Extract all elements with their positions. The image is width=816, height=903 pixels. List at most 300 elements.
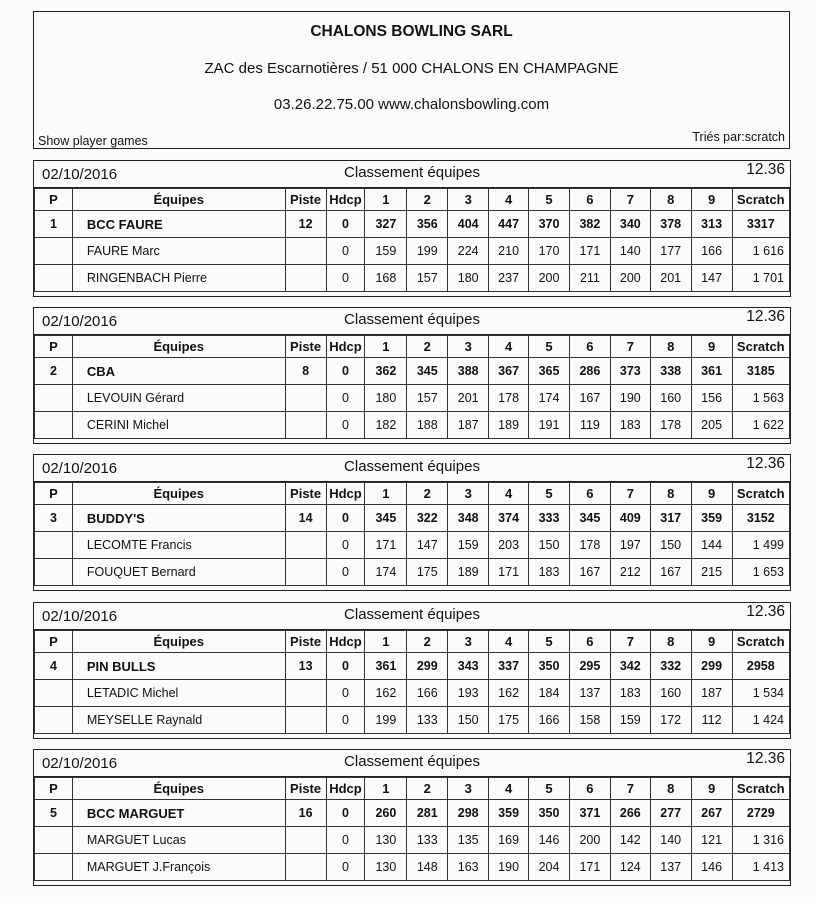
empty-cell xyxy=(285,854,326,881)
table-header-row xyxy=(35,631,790,653)
column-header: 1 xyxy=(365,336,407,358)
team-game-score: 286 xyxy=(569,358,610,385)
player-game-score: 142 xyxy=(610,827,650,854)
team-game-score: 361 xyxy=(691,358,732,385)
team-game-score: 361 xyxy=(365,653,407,680)
column-header: Piste xyxy=(285,778,326,800)
player-game-score: 162 xyxy=(365,680,407,707)
player-game-score: 201 xyxy=(650,265,691,292)
player-game-score: 205 xyxy=(691,412,732,439)
column-header: P xyxy=(35,336,73,358)
player-game-score: 157 xyxy=(407,385,448,412)
team-game-score: 277 xyxy=(650,800,691,827)
empty-cell xyxy=(35,559,73,586)
player-game-score: 169 xyxy=(489,827,529,854)
team-row xyxy=(35,358,790,385)
team-scratch-total: 3317 xyxy=(732,211,789,238)
team-game-score: 313 xyxy=(691,211,732,238)
column-header: Équipes xyxy=(72,483,285,505)
team-row xyxy=(35,800,790,827)
player-game-score: 178 xyxy=(650,412,691,439)
column-header: Scratch xyxy=(732,189,789,211)
team-game-score: 338 xyxy=(650,358,691,385)
column-header: 3 xyxy=(448,336,489,358)
team-standing-block xyxy=(33,454,791,591)
block-date: 02/10/2016 xyxy=(42,608,118,625)
player-game-score: 178 xyxy=(569,532,610,559)
player-game-score: 183 xyxy=(610,680,650,707)
team-row xyxy=(35,505,790,532)
table-header-row xyxy=(35,483,790,505)
player-row xyxy=(35,854,790,881)
team-handicap: 0 xyxy=(326,653,365,680)
player-game-score: 224 xyxy=(448,238,489,265)
column-header: Piste xyxy=(285,189,326,211)
column-header: P xyxy=(35,189,73,211)
team-game-score: 342 xyxy=(610,653,650,680)
column-header: 9 xyxy=(691,778,732,800)
team-game-score: 374 xyxy=(489,505,529,532)
team-lane: 13 xyxy=(285,653,326,680)
team-handicap: 0 xyxy=(326,358,365,385)
column-header: 7 xyxy=(610,778,650,800)
team-game-score: 267 xyxy=(691,800,732,827)
team-scratch-total: 2958 xyxy=(732,653,789,680)
player-name: MEYSELLE Raynald xyxy=(72,707,285,734)
player-game-score: 189 xyxy=(448,559,489,586)
player-game-score: 167 xyxy=(569,559,610,586)
company-address: ZAC des Escarnotières / 51 000 CHALONS EN CHAMPAGNE xyxy=(204,60,619,77)
team-game-score: 322 xyxy=(407,505,448,532)
player-game-score: 211 xyxy=(569,265,610,292)
player-game-score: 199 xyxy=(407,238,448,265)
block-title: Classement équipes xyxy=(344,753,480,770)
team-standing-block xyxy=(33,749,791,886)
column-header: 2 xyxy=(407,631,448,653)
player-game-score: 191 xyxy=(529,412,570,439)
player-handicap: 0 xyxy=(326,265,365,292)
team-handicap: 0 xyxy=(326,211,365,238)
empty-cell xyxy=(285,385,326,412)
column-header: Équipes xyxy=(72,631,285,653)
empty-cell xyxy=(285,827,326,854)
team-handicap: 0 xyxy=(326,800,365,827)
player-row xyxy=(35,238,790,265)
player-game-score: 140 xyxy=(610,238,650,265)
empty-cell xyxy=(35,680,73,707)
column-header: 5 xyxy=(529,336,570,358)
player-game-score: 144 xyxy=(691,532,732,559)
column-header: Piste xyxy=(285,631,326,653)
column-header: Équipes xyxy=(72,189,285,211)
player-game-score: 147 xyxy=(407,532,448,559)
block-time: 12.36 xyxy=(746,750,785,767)
column-header: 3 xyxy=(448,778,489,800)
column-header: Scratch xyxy=(732,778,789,800)
player-game-score: 171 xyxy=(365,532,407,559)
player-game-score: 180 xyxy=(365,385,407,412)
block-title-bar xyxy=(34,603,790,630)
team-name: PIN BULLS xyxy=(72,653,285,680)
player-name: LETADIC Michel xyxy=(72,680,285,707)
column-header: 4 xyxy=(489,631,529,653)
column-header: Hdcp xyxy=(326,483,365,505)
player-name: LEVOUIN Gérard xyxy=(72,385,285,412)
team-game-score: 447 xyxy=(489,211,529,238)
column-header: 4 xyxy=(489,778,529,800)
team-game-score: 348 xyxy=(448,505,489,532)
team-scratch-total: 3152 xyxy=(732,505,789,532)
empty-cell xyxy=(285,707,326,734)
player-row xyxy=(35,265,790,292)
column-header: 1 xyxy=(365,631,407,653)
column-header: 1 xyxy=(365,483,407,505)
table-header-row xyxy=(35,778,790,800)
player-game-score: 159 xyxy=(610,707,650,734)
team-scratch-total: 2729 xyxy=(732,800,789,827)
player-game-score: 119 xyxy=(569,412,610,439)
player-scratch-total: 1 424 xyxy=(732,707,789,734)
player-handicap: 0 xyxy=(326,707,365,734)
team-game-score: 362 xyxy=(365,358,407,385)
player-game-score: 146 xyxy=(529,827,570,854)
player-scratch-total: 1 534 xyxy=(732,680,789,707)
standings-table xyxy=(34,482,790,586)
player-scratch-total: 1 499 xyxy=(732,532,789,559)
team-row xyxy=(35,211,790,238)
player-game-score: 150 xyxy=(448,707,489,734)
company-name: CHALONS BOWLING SARL xyxy=(310,23,513,40)
team-game-score: 350 xyxy=(529,800,570,827)
empty-cell xyxy=(285,680,326,707)
team-game-score: 327 xyxy=(365,211,407,238)
team-game-score: 281 xyxy=(407,800,448,827)
column-header: 8 xyxy=(650,189,691,211)
column-header: Hdcp xyxy=(326,336,365,358)
report-header xyxy=(33,11,790,149)
empty-cell xyxy=(35,827,73,854)
player-game-score: 175 xyxy=(407,559,448,586)
player-game-score: 167 xyxy=(650,559,691,586)
team-lane: 12 xyxy=(285,211,326,238)
team-name: BCC MARGUET xyxy=(72,800,285,827)
player-game-score: 210 xyxy=(489,238,529,265)
column-header: 5 xyxy=(529,778,570,800)
player-game-score: 189 xyxy=(489,412,529,439)
player-row xyxy=(35,532,790,559)
player-game-score: 160 xyxy=(650,385,691,412)
team-game-score: 295 xyxy=(569,653,610,680)
player-handicap: 0 xyxy=(326,854,365,881)
block-date: 02/10/2016 xyxy=(42,460,118,477)
team-game-score: 340 xyxy=(610,211,650,238)
player-game-score: 200 xyxy=(529,265,570,292)
player-scratch-total: 1 653 xyxy=(732,559,789,586)
player-name: FAURE Marc xyxy=(72,238,285,265)
team-game-score: 299 xyxy=(407,653,448,680)
sorted-by-label: Triés par:scratch xyxy=(692,130,785,144)
team-game-score: 332 xyxy=(650,653,691,680)
player-game-score: 158 xyxy=(569,707,610,734)
column-header: 9 xyxy=(691,631,732,653)
column-header: P xyxy=(35,778,73,800)
team-game-score: 359 xyxy=(691,505,732,532)
player-game-score: 162 xyxy=(489,680,529,707)
team-game-score: 365 xyxy=(529,358,570,385)
team-lane: 16 xyxy=(285,800,326,827)
player-game-score: 170 xyxy=(529,238,570,265)
player-game-score: 200 xyxy=(569,827,610,854)
player-game-score: 112 xyxy=(691,707,732,734)
team-game-score: 345 xyxy=(407,358,448,385)
column-header: Hdcp xyxy=(326,631,365,653)
player-name: FOUQUET Bernard xyxy=(72,559,285,586)
team-game-score: 378 xyxy=(650,211,691,238)
block-title: Classement équipes xyxy=(344,606,480,623)
team-game-score: 299 xyxy=(691,653,732,680)
standings-table xyxy=(34,188,790,292)
team-game-score: 356 xyxy=(407,211,448,238)
block-title-bar xyxy=(34,455,790,482)
team-game-score: 260 xyxy=(365,800,407,827)
column-header: 4 xyxy=(489,483,529,505)
team-row xyxy=(35,653,790,680)
player-name: RINGENBACH Pierre xyxy=(72,265,285,292)
empty-cell xyxy=(285,532,326,559)
player-game-score: 199 xyxy=(365,707,407,734)
standings-table xyxy=(34,777,790,881)
team-game-score: 404 xyxy=(448,211,489,238)
player-row xyxy=(35,412,790,439)
team-game-score: 350 xyxy=(529,653,570,680)
column-header: 9 xyxy=(691,483,732,505)
team-scratch-total: 3185 xyxy=(732,358,789,385)
column-header: 3 xyxy=(448,189,489,211)
company-contact: 03.26.22.75.00 www.chalonsbowling.com xyxy=(273,96,550,113)
player-game-score: 137 xyxy=(569,680,610,707)
column-header: 8 xyxy=(650,631,691,653)
player-game-score: 215 xyxy=(691,559,732,586)
player-scratch-total: 1 616 xyxy=(732,238,789,265)
column-header: 2 xyxy=(407,189,448,211)
player-game-score: 174 xyxy=(365,559,407,586)
team-position: 1 xyxy=(35,211,73,238)
column-header: Scratch xyxy=(732,483,789,505)
empty-cell xyxy=(35,265,73,292)
team-game-score: 371 xyxy=(569,800,610,827)
column-header: 3 xyxy=(448,483,489,505)
column-header: Scratch xyxy=(732,336,789,358)
team-game-score: 382 xyxy=(569,211,610,238)
empty-cell xyxy=(285,238,326,265)
block-title: Classement équipes xyxy=(344,164,480,181)
team-position: 3 xyxy=(35,505,73,532)
column-header: 6 xyxy=(569,483,610,505)
player-game-score: 184 xyxy=(529,680,570,707)
empty-cell xyxy=(285,559,326,586)
team-name: BUDDY'S xyxy=(72,505,285,532)
empty-cell xyxy=(285,412,326,439)
block-date: 02/10/2016 xyxy=(42,755,118,772)
team-game-score: 359 xyxy=(489,800,529,827)
player-game-score: 168 xyxy=(365,265,407,292)
column-header: Équipes xyxy=(72,778,285,800)
column-header: 4 xyxy=(489,336,529,358)
player-game-score: 171 xyxy=(569,854,610,881)
player-game-score: 204 xyxy=(529,854,570,881)
player-game-score: 178 xyxy=(489,385,529,412)
column-header: 8 xyxy=(650,336,691,358)
player-game-score: 171 xyxy=(569,238,610,265)
player-game-score: 180 xyxy=(448,265,489,292)
team-game-score: 337 xyxy=(489,653,529,680)
player-scratch-total: 1 622 xyxy=(732,412,789,439)
column-header: 7 xyxy=(610,336,650,358)
table-header-row xyxy=(35,336,790,358)
block-time: 12.36 xyxy=(746,455,785,472)
player-game-score: 200 xyxy=(610,265,650,292)
player-name: LECOMTE Francis xyxy=(72,532,285,559)
player-game-score: 133 xyxy=(407,707,448,734)
player-game-score: 201 xyxy=(448,385,489,412)
column-header: 9 xyxy=(691,336,732,358)
column-header: 5 xyxy=(529,189,570,211)
column-header: 5 xyxy=(529,631,570,653)
column-header: 8 xyxy=(650,483,691,505)
team-name: BCC FAURE xyxy=(72,211,285,238)
player-game-score: 187 xyxy=(691,680,732,707)
team-standing-block xyxy=(33,160,791,297)
player-handicap: 0 xyxy=(326,532,365,559)
player-game-score: 197 xyxy=(610,532,650,559)
empty-cell xyxy=(35,238,73,265)
player-handicap: 0 xyxy=(326,238,365,265)
team-game-score: 388 xyxy=(448,358,489,385)
column-header: 2 xyxy=(407,778,448,800)
player-game-score: 212 xyxy=(610,559,650,586)
team-game-score: 343 xyxy=(448,653,489,680)
player-game-score: 156 xyxy=(691,385,732,412)
block-title: Classement équipes xyxy=(344,311,480,328)
player-game-score: 159 xyxy=(448,532,489,559)
player-row xyxy=(35,680,790,707)
team-name: CBA xyxy=(72,358,285,385)
player-row xyxy=(35,559,790,586)
player-game-score: 188 xyxy=(407,412,448,439)
player-game-score: 133 xyxy=(407,827,448,854)
player-game-score: 166 xyxy=(691,238,732,265)
column-header: Piste xyxy=(285,483,326,505)
table-header-row xyxy=(35,189,790,211)
player-handicap: 0 xyxy=(326,680,365,707)
player-game-score: 203 xyxy=(489,532,529,559)
team-game-score: 345 xyxy=(569,505,610,532)
team-game-score: 373 xyxy=(610,358,650,385)
column-header: 4 xyxy=(489,189,529,211)
player-game-score: 187 xyxy=(448,412,489,439)
empty-cell xyxy=(285,265,326,292)
team-game-score: 345 xyxy=(365,505,407,532)
column-header: 7 xyxy=(610,631,650,653)
player-scratch-total: 1 701 xyxy=(732,265,789,292)
team-game-score: 266 xyxy=(610,800,650,827)
column-header: 6 xyxy=(569,631,610,653)
team-standing-block xyxy=(33,602,791,739)
player-game-score: 167 xyxy=(569,385,610,412)
column-header: 6 xyxy=(569,189,610,211)
team-handicap: 0 xyxy=(326,505,365,532)
player-game-score: 130 xyxy=(365,827,407,854)
player-game-score: 140 xyxy=(650,827,691,854)
player-scratch-total: 1 563 xyxy=(732,385,789,412)
block-date: 02/10/2016 xyxy=(42,313,118,330)
column-header: 1 xyxy=(365,189,407,211)
player-game-score: 166 xyxy=(407,680,448,707)
column-header: Hdcp xyxy=(326,778,365,800)
show-player-games-label: Show player games xyxy=(38,134,148,148)
team-standing-block xyxy=(33,307,791,444)
column-header: P xyxy=(35,631,73,653)
standings-table xyxy=(34,630,790,734)
column-header: 9 xyxy=(691,189,732,211)
empty-cell xyxy=(35,707,73,734)
block-title-bar xyxy=(34,161,790,188)
block-title: Classement équipes xyxy=(344,458,480,475)
player-game-score: 157 xyxy=(407,265,448,292)
column-header: P xyxy=(35,483,73,505)
column-header: 6 xyxy=(569,336,610,358)
column-header: 1 xyxy=(365,778,407,800)
player-game-score: 121 xyxy=(691,827,732,854)
player-game-score: 124 xyxy=(610,854,650,881)
player-game-score: 150 xyxy=(529,532,570,559)
player-game-score: 130 xyxy=(365,854,407,881)
player-game-score: 159 xyxy=(365,238,407,265)
player-game-score: 193 xyxy=(448,680,489,707)
player-game-score: 183 xyxy=(610,412,650,439)
column-header: 2 xyxy=(407,336,448,358)
player-game-score: 237 xyxy=(489,265,529,292)
player-game-score: 174 xyxy=(529,385,570,412)
column-header: 2 xyxy=(407,483,448,505)
standings-table xyxy=(34,335,790,439)
player-name: MARGUET Lucas xyxy=(72,827,285,854)
block-title-bar xyxy=(34,308,790,335)
team-game-score: 333 xyxy=(529,505,570,532)
player-handicap: 0 xyxy=(326,412,365,439)
team-lane: 14 xyxy=(285,505,326,532)
player-game-score: 146 xyxy=(691,854,732,881)
player-game-score: 148 xyxy=(407,854,448,881)
player-row xyxy=(35,707,790,734)
empty-cell xyxy=(35,385,73,412)
column-header: Scratch xyxy=(732,631,789,653)
column-header: 3 xyxy=(448,631,489,653)
player-game-score: 175 xyxy=(489,707,529,734)
empty-cell xyxy=(35,854,73,881)
team-game-score: 409 xyxy=(610,505,650,532)
empty-cell xyxy=(35,412,73,439)
block-time: 12.36 xyxy=(746,603,785,620)
block-date: 02/10/2016 xyxy=(42,166,118,183)
team-lane: 8 xyxy=(285,358,326,385)
player-game-score: 190 xyxy=(489,854,529,881)
player-row xyxy=(35,385,790,412)
team-position: 5 xyxy=(35,800,73,827)
player-game-score: 137 xyxy=(650,854,691,881)
empty-cell xyxy=(35,532,73,559)
column-header: 5 xyxy=(529,483,570,505)
